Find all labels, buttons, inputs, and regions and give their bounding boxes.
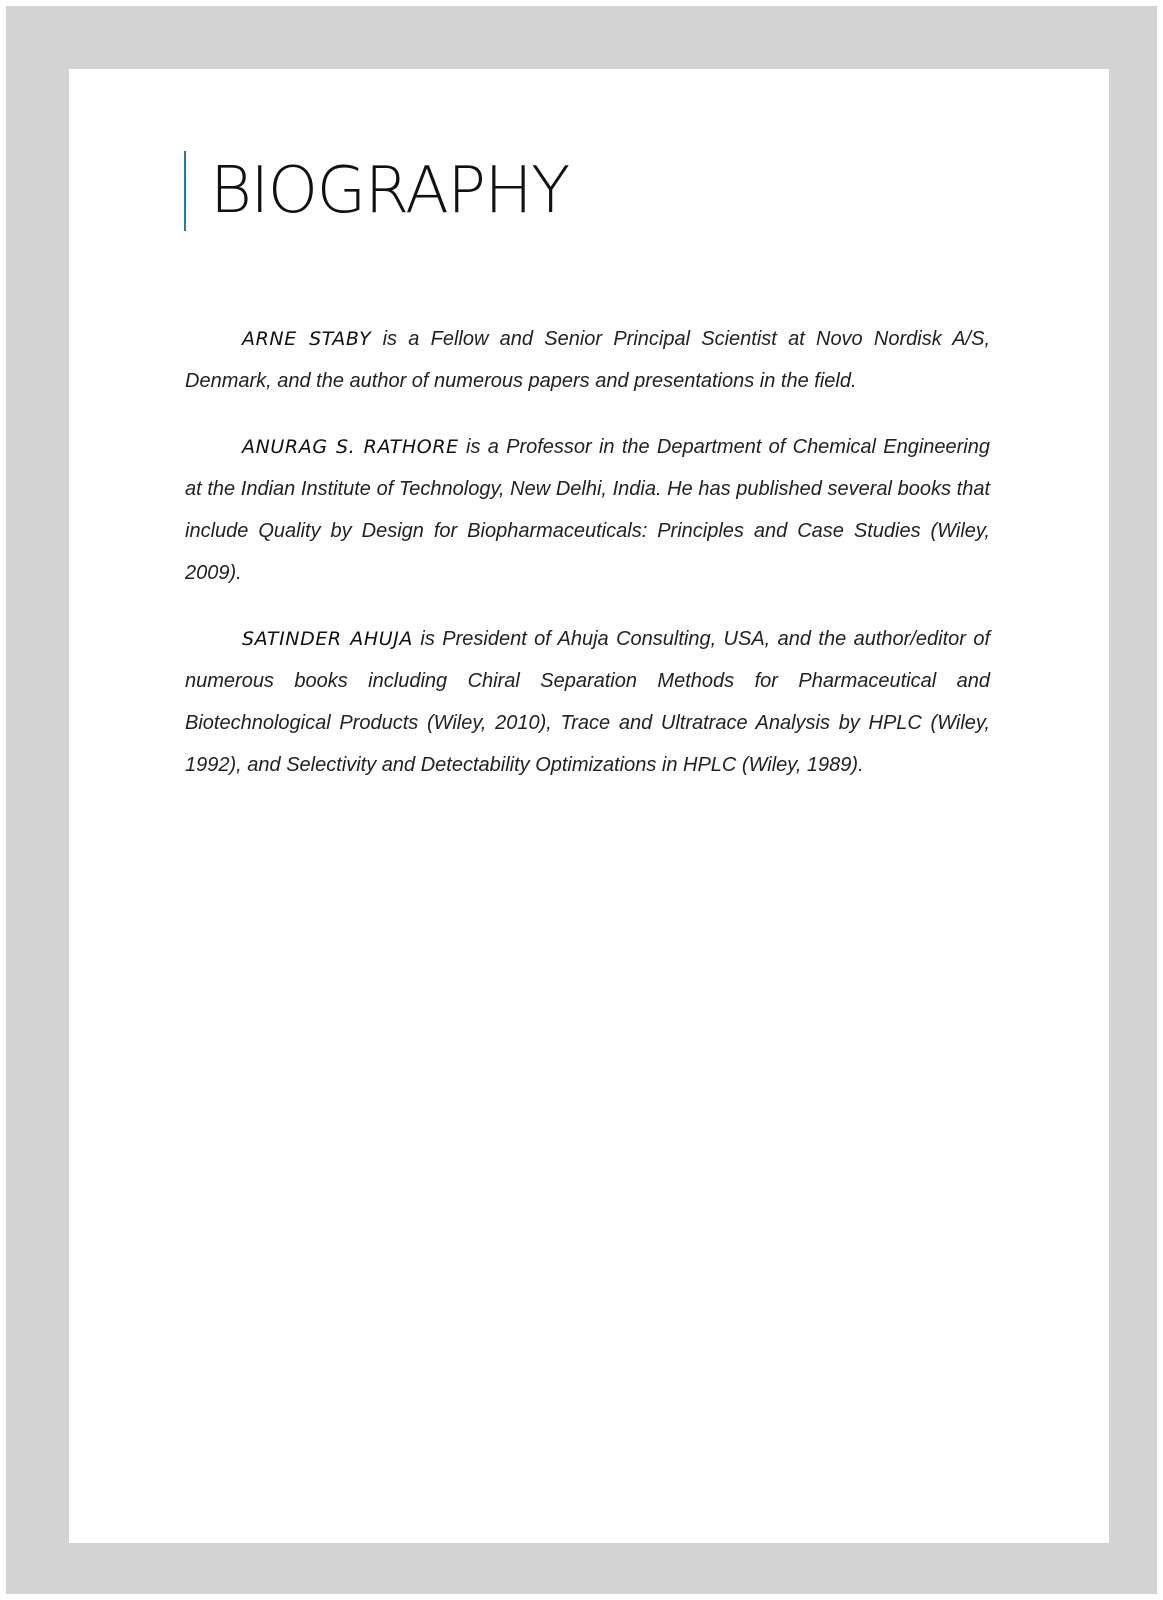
page-frame (6, 6, 1157, 1594)
bio-name: ANURAG S. RATHORE (242, 436, 459, 458)
bio-paragraph-anurag-rathore (185, 426, 990, 594)
bio-text: is a Professor in the Department of Chemical Engineering at the Indian Institute of Technology, New Delhi, India. He has published several books that include Quality by Design for Biopharmaceuticals: Principles and Case Studies (Wiley, 2009). (185, 436, 991, 584)
document-page (69, 69, 1109, 1543)
biography-list (185, 318, 990, 810)
bio-paragraph-satinder-ahuja (185, 618, 990, 786)
bio-text: is President of Ahuja Consulting, USA, and the author/editor of numerous books including Chiral Separation Methods for Pharmaceutical and Biotechnological Products (Wiley, 2010), Trace and Ultratrace Analysis by HPLC (Wiley, 1992), and Selectivity and Detectability Optimizations in HPLC (Wiley, 1989). (185, 628, 991, 776)
bio-name: ARNE STABY (242, 328, 372, 350)
bio-name: SATINDER AHUJA (242, 628, 414, 650)
bio-text: is a Fellow and Senior Principal Scientist at Novo Nordisk A/S, Denmark, and the author of numerous papers and presentations in the field. (185, 328, 990, 392)
bio-paragraph-arne-staby (185, 318, 990, 402)
page-title: BIOGRAPHY (210, 154, 569, 228)
title-block (184, 151, 569, 231)
